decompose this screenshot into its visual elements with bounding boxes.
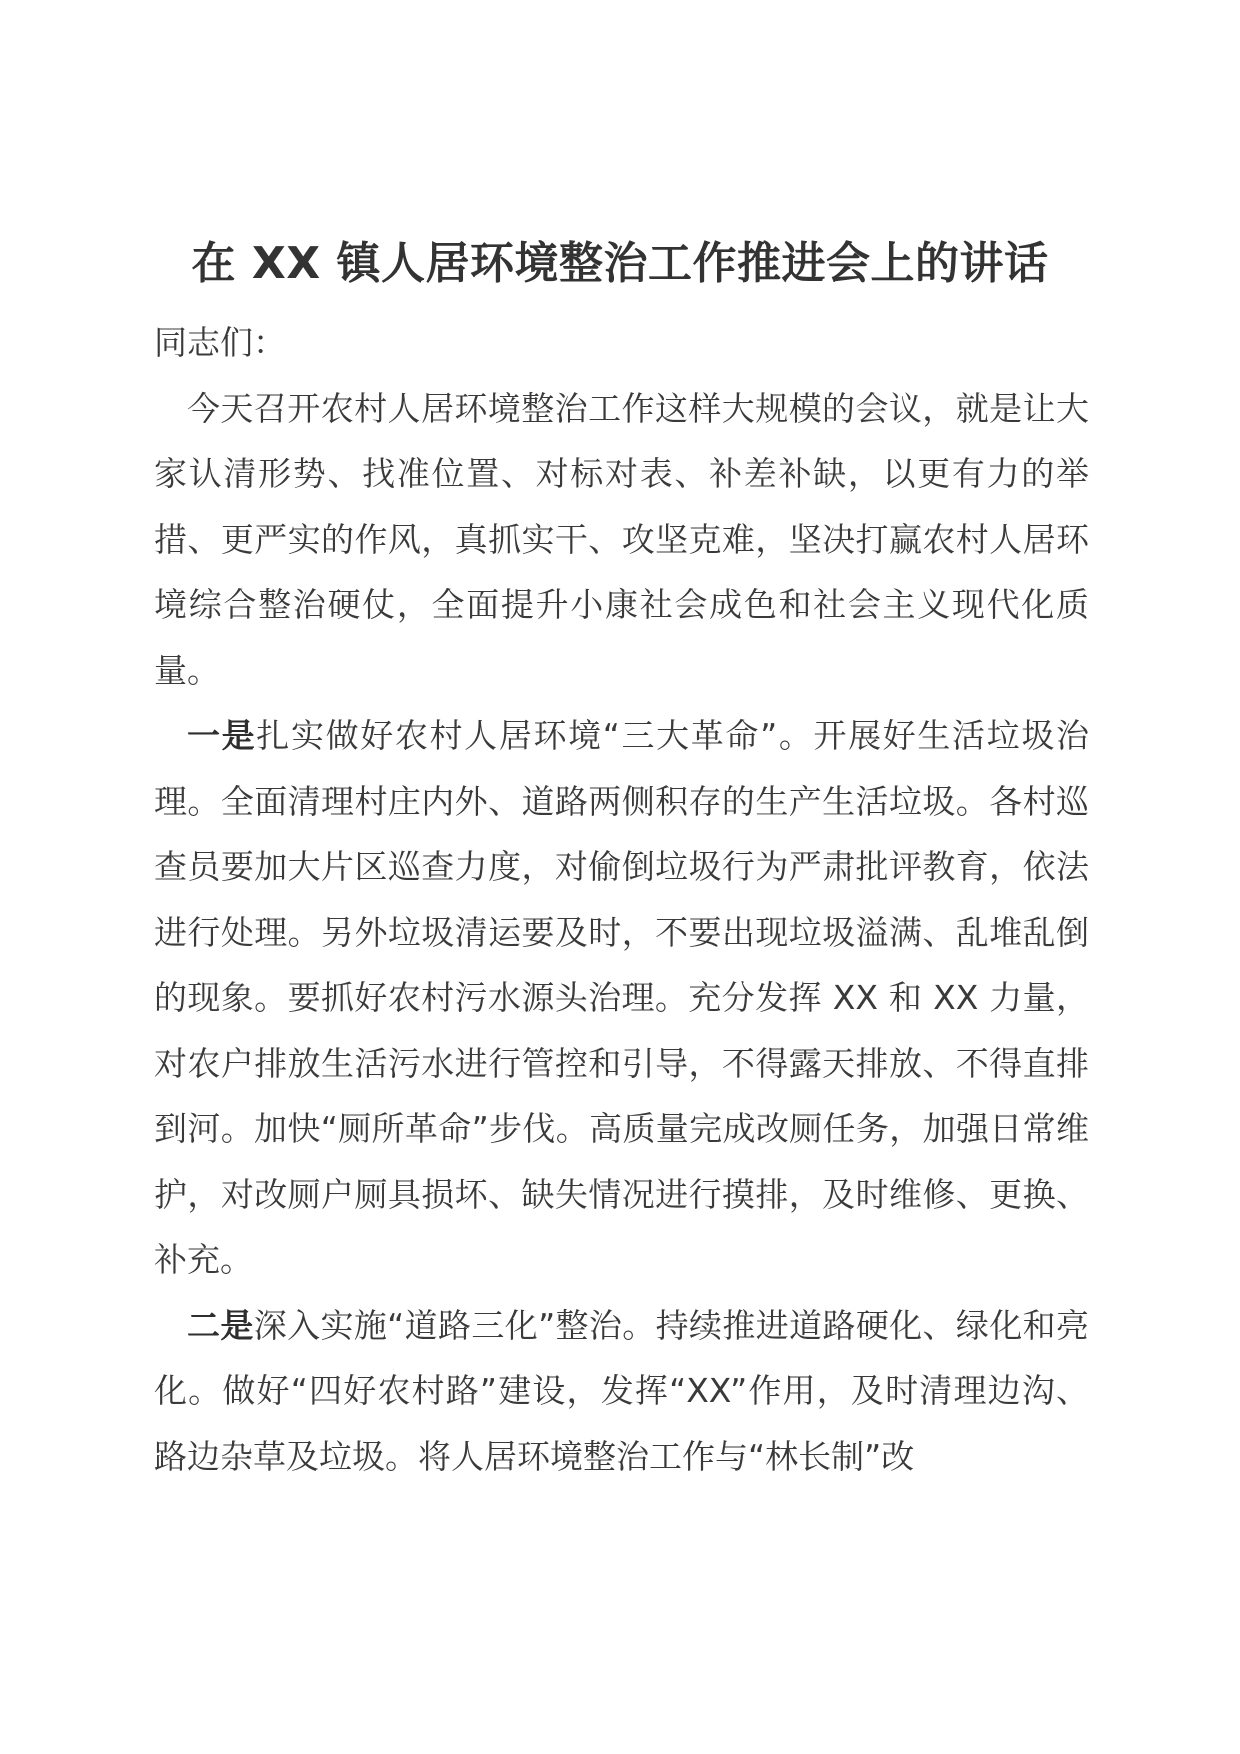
paragraph-text: 今天召开农村人居环境整治工作这样大规模的会议，就是让大家认清形势、找准位置、对标对表、补差补缺，以更有力的举措、更严实的作风，真抓实干、攻坚克难，坚决打赢农村人居环境综合整治硬仗，全面提升小康社会成色和社会主义现代化质量。	[154, 388, 1089, 690]
salutation: 同志们：	[154, 323, 286, 362]
paragraph-text: 深入实施“道路三化”整治。持续推进道路硬化、绿化和亮化。做好“四好农村路”建设，发挥“XX”作用，及时清理边沟、路边杂草及垃圾。将人居环境整治工作与“林长制”改	[154, 1305, 1089, 1476]
paragraph-lead: 一是	[187, 716, 257, 755]
document-body	[154, 310, 1089, 1489]
paragraph-text: 扎实做好农村人居环境“三大革命”。开展好生活垃圾治理。全面清理村庄内外、道路两侧积存的生产生活垃圾。各村巡查员要加大片区巡查力度，对偷倒垃圾行为严肃批评教育，依法进行处理。另外垃圾清运要及时，不要出现垃圾溢满、乱堆乱倒的现象。要抓好农村污水源头治理。充分发挥 XX 和 XX 力量，对农户排放生活污水进行管控和引导，不得露天排放、不得直排到河。加快“厕所革命”步伐。高质量完成改厕任务，加强日常维护，对改厕户厕具损坏、缺失情况进行摸排，及时维修、更换、补充。	[154, 716, 1089, 1279]
paragraph-point-one	[154, 703, 1089, 1293]
paragraph-point-two	[154, 1293, 1089, 1490]
document-title: 在 XX 镇人居环境整治工作推进会上的讲话	[191, 238, 1049, 289]
paragraph-lead: 二是	[187, 1305, 254, 1345]
paragraph-intro	[154, 376, 1089, 704]
